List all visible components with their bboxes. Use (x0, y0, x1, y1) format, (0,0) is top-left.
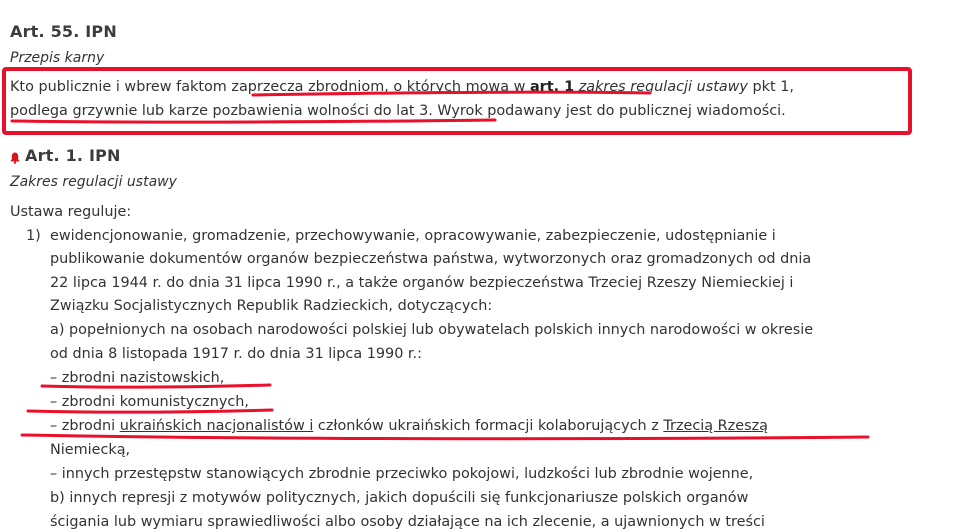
art55-subtitle: Przepis karny (10, 50, 105, 66)
art55-line-2: podlega grzywnie lub karze pozbawienia wolności do lat 3. Wyrok podawany jest do publicznej wiadomości. (10, 103, 786, 119)
highlight-box (2, 67, 912, 135)
art1-reference-tooltip: zakres regulacji ustawy (574, 79, 748, 95)
art55-title: Art. 55. IPN (10, 22, 117, 41)
art1-line-2: publikowanie dokumentów organów bezpieczeństwa państwa, wytworzonych oraz gromadzonych od dnia (50, 251, 812, 267)
art1-reference-link[interactable]: art. 1 (529, 79, 575, 95)
art1-line-4: Związku Socjalistycznych Republik Radzieckich, dotyczących: (50, 298, 493, 314)
art55-line-1-tail: pkt 1, (747, 79, 794, 95)
art1-line-1: ewidencjonowanie, gromadzenie, przechowywanie, opracowywanie, zabezpieczenie, udostępnianie i (50, 228, 776, 244)
art1-line-5: a) popełnionych na osobach narodowości polskiej lub obywatelach polskich innych narodowości w okresie (50, 322, 814, 338)
art1-line-3: 22 lipca 1944 r. do dnia 31 lipca 1990 r., a także organów bezpieczeństwa Trzeciej Rzeszy Niemieckiej i (50, 275, 794, 291)
third-reich-link[interactable]: Trzecią Rzeszą (663, 418, 768, 434)
ukrainian-nationalists-link[interactable]: ukraińskich nacjonalistów i (119, 418, 314, 434)
art1-line-6: od dnia 8 listopada 1917 r. do dnia 31 lipca 1990 r.: (50, 346, 422, 362)
art1-intro: Ustawa reguluje: (10, 204, 132, 220)
art1-line-10: Niemiecką, (50, 442, 131, 458)
art1-line-9-mid: członków ukraińskich formacji kolaborujących z (313, 418, 664, 434)
art55-line-1-text: Kto publicznie i wbrew faktom zaprzecza zbrodniom, o których mowa w (10, 79, 530, 95)
art1-line-13: ścigania lub wymiaru sprawiedliwości albo osoby działające na ich zlecenie, a ujawnionych w treści (50, 514, 765, 530)
art1-line-9 (50, 417, 768, 435)
art1-line-11: – innych przestępstw stanowiących zbrodnie przeciwko pokojowi, ludzkości lub zbrodnie wojenne, (50, 466, 754, 482)
art1-line-8: – zbrodni komunistycznych, (50, 394, 249, 410)
art1-title: Art. 1. IPN (25, 146, 121, 165)
art1-line-9-text: – zbrodni (50, 418, 120, 434)
art1-subtitle: Zakres regulacji ustawy (10, 174, 177, 190)
art1-line-12: b) innych represji z motywów politycznych, jakich dopuścili się funkcjonariusze polskich organów (50, 490, 749, 506)
red-bell-icon (10, 152, 20, 164)
underline-ukrainian-nationalists (22, 435, 868, 439)
art1-item-number: 1) (26, 228, 41, 244)
art1-line-7: – zbrodni nazistowskich, (50, 370, 225, 386)
